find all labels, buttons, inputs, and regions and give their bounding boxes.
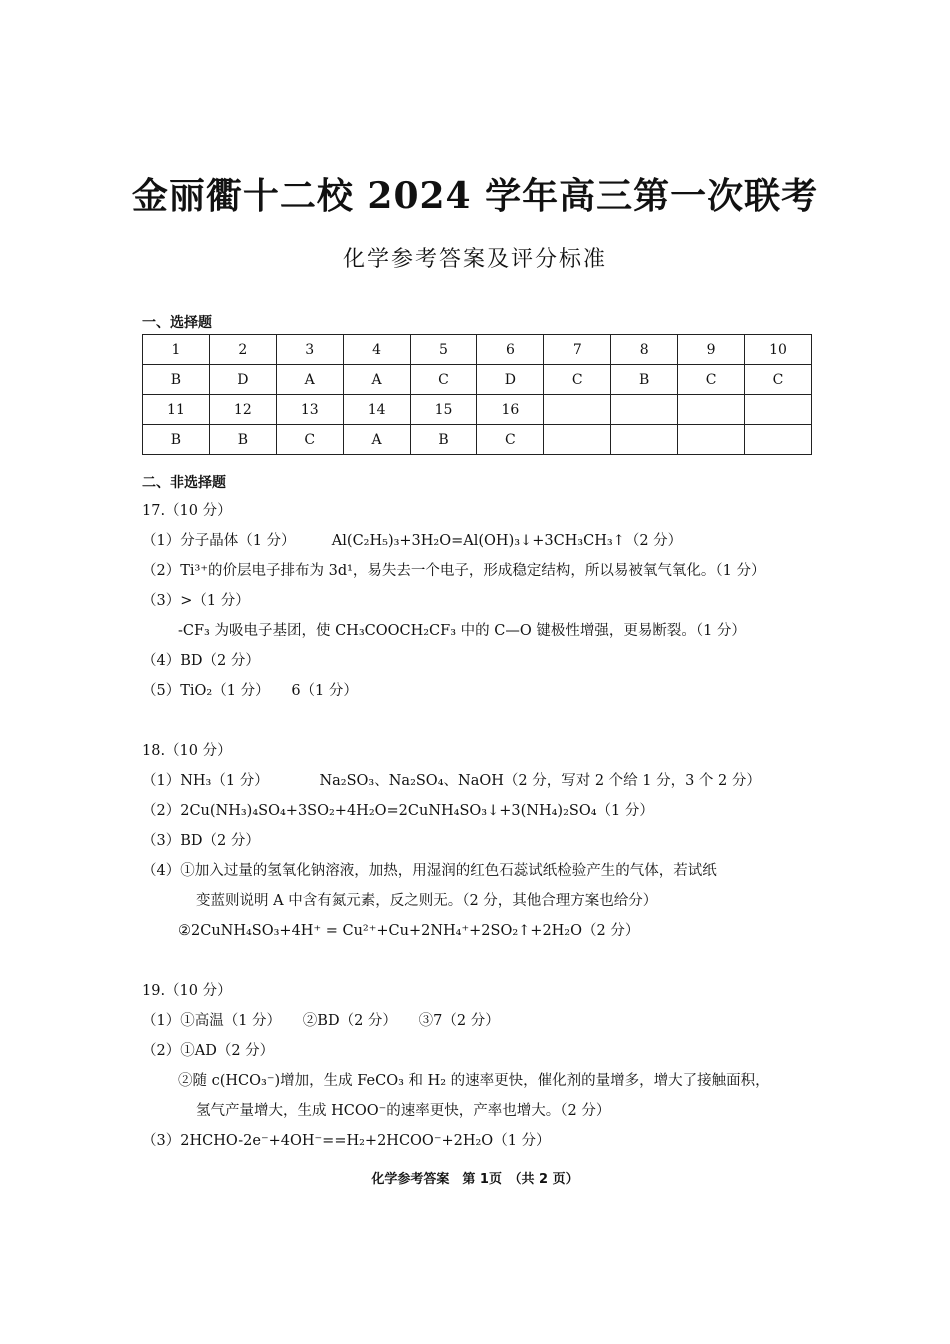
table-cell: C	[678, 365, 745, 395]
table-cell	[745, 425, 812, 455]
table-cell: B	[611, 365, 678, 395]
table-cell	[745, 395, 812, 425]
table-cell: A	[343, 425, 410, 455]
table-cell: 9	[678, 335, 745, 365]
table-cell: B	[143, 425, 210, 455]
answer-line: （3）BD（2 分）	[142, 833, 260, 849]
spacer	[142, 706, 822, 736]
answer-line: （2）①AD（2 分）	[142, 1043, 275, 1059]
answer-line: （1）分子晶体（1 分） Al(C₂H₅)₃+3H₂O=Al(OH)₃↓+3CH₃CH₃↑（2 分）	[142, 533, 683, 549]
table-cell: 2	[209, 335, 276, 365]
answer-line: 19.（10 分）	[142, 983, 232, 999]
table-cell	[678, 395, 745, 425]
table-row-numbers	[143, 395, 812, 425]
table-cell: 15	[410, 395, 477, 425]
answer-line: ②2CuNH₄SO₃+4H⁺ = Cu²⁺+Cu+2NH₄⁺+2SO₂↑+2H₂O（2 分）	[178, 923, 640, 939]
table-cell: C	[410, 365, 477, 395]
table-cell: B	[410, 425, 477, 455]
table-cell: 11	[143, 395, 210, 425]
table-cell	[544, 395, 611, 425]
table-cell	[611, 395, 678, 425]
table-cell: A	[276, 365, 343, 395]
table-cell: A	[343, 365, 410, 395]
answer-line: （1）①高温（1 分） ②BD（2 分） ③7（2 分）	[142, 1013, 500, 1029]
table-cell	[544, 425, 611, 455]
table-cell: 8	[611, 335, 678, 365]
table-cell: B	[143, 365, 210, 395]
table-cell	[611, 425, 678, 455]
answer-line: （3）2HCHO-2e⁻+4OH⁻==H₂+2HCOO⁻+2H₂O（1 分）	[142, 1133, 551, 1149]
table-cell: D	[209, 365, 276, 395]
table-cell: C	[276, 425, 343, 455]
table-cell: 3	[276, 335, 343, 365]
page-footer: 化学参考答案 第 1页 （共 2 页）	[371, 1172, 579, 1187]
answer-table	[142, 334, 812, 455]
table-cell: 10	[745, 335, 812, 365]
table-cell: 14	[343, 395, 410, 425]
table-cell: 4	[343, 335, 410, 365]
table-row-numbers	[143, 335, 812, 365]
answer-line: （4）①加入过量的氢氧化钠溶液，加热，用湿润的红色石蕊试纸检验产生的气体，若试纸	[142, 863, 717, 879]
page-subtitle: 化学参考答案及评分标准	[342, 247, 607, 272]
table-cell: D	[477, 365, 544, 395]
answer-line: （1）NH₃（1 分） Na₂SO₃、Na₂SO₄、NaOH（2 分，写对 2 个给 1 分，3 个 2 分）	[142, 773, 761, 789]
answer-line: （5）TiO₂（1 分） 6（1 分）	[142, 683, 358, 699]
table-cell: C	[745, 365, 812, 395]
answer-content	[142, 496, 822, 1156]
section-heading-choice: 一、选择题	[142, 315, 212, 331]
answer-line: ②随 c(HCO₃⁻)增加，生成 FeCO₃ 和 H₂ 的速率更快，催化剂的量增多，增大了接触面积，	[178, 1073, 770, 1089]
answer-line: （3）>（1 分）	[142, 593, 250, 609]
table-cell: 13	[276, 395, 343, 425]
answer-line: 18.（10 分）	[142, 743, 232, 759]
page-title: 金丽衢十二校 2024 学年高三第一次联考	[131, 175, 819, 217]
answer-line: 变蓝则说明 A 中含有氮元素，反之则无。（2 分，其他合理方案也给分）	[196, 893, 658, 909]
answer-line: 氢气产量增大，生成 HCOO⁻的速率更快，产率也增大。（2 分）	[196, 1103, 611, 1119]
table-cell: 12	[209, 395, 276, 425]
answer-line: （4）BD（2 分）	[142, 653, 260, 669]
answer-line: （2）2Cu(NH₃)₄SO₄+3SO₂+4H₂O=2CuNH₄SO₃↓+3(NH₄)₂SO₄（1 分）	[142, 803, 654, 819]
table-cell: 5	[410, 335, 477, 365]
table-cell: C	[477, 425, 544, 455]
answer-line: -CF₃ 为吸电子基团，使 CH₃COOCH₂CF₃ 中的 C—O 键极性增强，更易断裂。（1 分）	[178, 623, 746, 639]
spacer	[142, 946, 822, 976]
table-cell: 7	[544, 335, 611, 365]
table-row-answers	[143, 365, 812, 395]
table-row-answers	[143, 425, 812, 455]
answer-line: 17.（10 分）	[142, 503, 232, 519]
section-heading-nonchoice: 二、非选择题	[142, 475, 226, 491]
table-cell: 1	[143, 335, 210, 365]
table-cell: C	[544, 365, 611, 395]
table-cell	[678, 425, 745, 455]
table-cell: 16	[477, 395, 544, 425]
table-cell: B	[209, 425, 276, 455]
answer-line: （2）Ti³⁺的价层电子排布为 3d¹，易失去一个电子，形成稳定结构，所以易被氧气氧化。（1 分）	[142, 563, 766, 579]
table-cell: 6	[477, 335, 544, 365]
